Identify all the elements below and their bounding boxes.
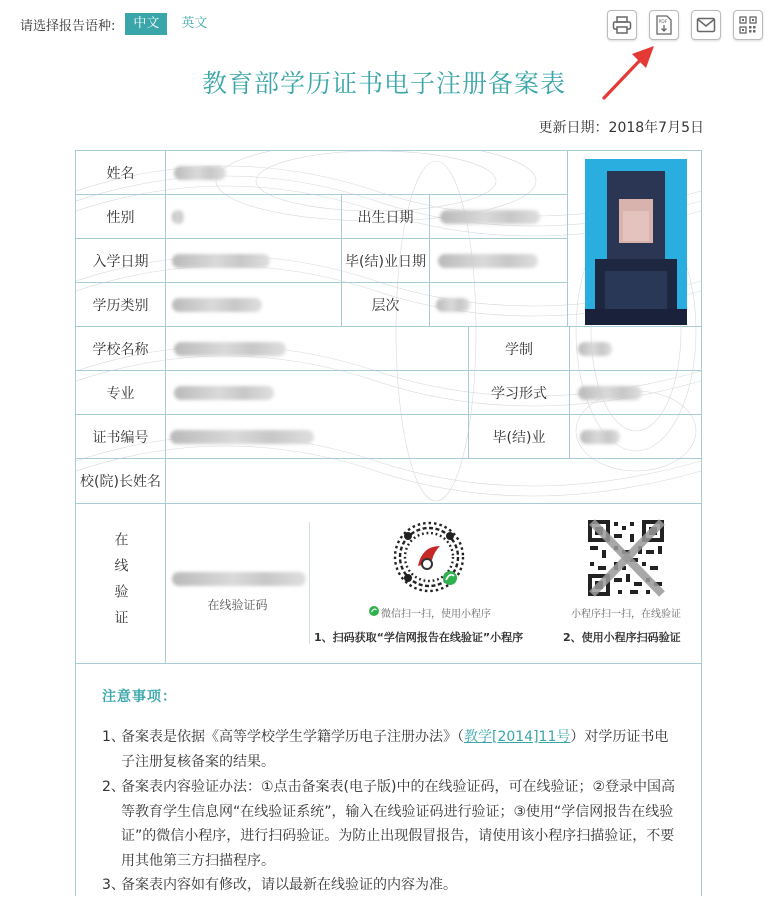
value-duration <box>570 327 701 371</box>
label-duration: 学制 <box>469 327 570 371</box>
verify-label-cell <box>76 504 166 664</box>
label-cert-no: 证书编号 <box>76 415 166 459</box>
language-label: 请选择报告语种: <box>20 18 116 34</box>
pdf-label: PDF <box>658 20 668 25</box>
verify-area <box>166 504 701 664</box>
print-button[interactable] <box>607 10 637 40</box>
verify-step-2: 2、使用小程序扫码验证 <box>563 631 681 644</box>
note-1-number: 1、 <box>102 729 125 745</box>
label-grad-status: 毕(结)业 <box>469 415 570 459</box>
value-cert-no <box>166 415 469 459</box>
label-birth-date: 出生日期 <box>342 195 430 239</box>
value-gender <box>166 195 342 239</box>
lang-english-button[interactable]: 英文 <box>181 16 208 31</box>
pdf-download-icon <box>655 15 673 35</box>
regulation-link[interactable]: 教学[2014]11号 <box>464 729 571 745</box>
label-grad-date: 毕(结)业日期 <box>342 239 430 283</box>
update-date: 更新日期：2018年7月5日 <box>538 120 704 136</box>
mail-icon <box>696 17 716 33</box>
toolbar <box>607 10 768 40</box>
note-2-number: 2、 <box>102 779 125 795</box>
qr-code-crossed <box>586 518 666 598</box>
verify-divider <box>309 522 310 644</box>
label-major: 专业 <box>76 371 166 415</box>
value-grad-status <box>570 415 701 459</box>
note-1-text <box>121 725 682 774</box>
value-school <box>166 327 469 371</box>
mini-program-caption: 小程序扫一扫，在线验证 <box>571 609 681 620</box>
label-president: 校(院)长姓名 <box>76 459 166 504</box>
pdf-download-button[interactable] <box>649 10 679 40</box>
note-3-text: 备案表内容如有修改，请以最新在线验证的内容为准。 <box>121 877 457 893</box>
verify-code[interactable] <box>172 572 306 586</box>
label-school: 学校名称 <box>76 327 166 371</box>
value-name <box>166 151 568 195</box>
verify-code-caption: 在线验证码 <box>207 598 268 612</box>
value-birth-date <box>430 195 568 239</box>
print-icon <box>612 16 632 34</box>
qr-code-button[interactable] <box>733 10 763 40</box>
miniprogram-icon <box>369 606 379 616</box>
student-photo <box>585 159 687 325</box>
label-edu-type: 学历类别 <box>76 283 166 327</box>
label-study-form: 学习形式 <box>469 371 570 415</box>
notes-title: 注意事项： <box>102 689 177 705</box>
value-president <box>166 459 701 504</box>
value-enroll-date <box>166 239 342 283</box>
value-major <box>166 371 469 415</box>
note-1-text-end: ）对学历证书电子注册复核备案的结果。 <box>121 729 669 770</box>
value-level <box>430 283 568 327</box>
verify-step-1: 1、扫码获取“学信网报告在线验证”小程序 <box>314 631 524 644</box>
note-2 <box>102 775 682 873</box>
note-1 <box>102 725 682 774</box>
note-3-number: 3、 <box>102 877 125 893</box>
label-level: 层次 <box>342 283 430 327</box>
value-study-form <box>570 371 701 415</box>
label-enroll-date: 入学日期 <box>76 239 166 283</box>
lang-chinese-button[interactable]: 中文 <box>125 13 167 35</box>
value-grad-date <box>430 239 568 283</box>
value-edu-type <box>166 283 342 327</box>
label-gender: 性别 <box>76 195 166 239</box>
label-name: 姓名 <box>76 151 166 195</box>
qr-code-icon <box>739 16 757 34</box>
record-table <box>75 150 702 896</box>
page-title: 教育部学历证书电子注册备案表 <box>201 69 566 98</box>
wechat-miniprogram-code[interactable] <box>390 518 468 596</box>
note-1-text-start: 备案表是依据《高等学校学生学籍学历电子注册办法》（ <box>121 729 464 745</box>
verify-label: 在线验证 <box>112 531 129 636</box>
mail-button[interactable] <box>691 10 721 40</box>
note-3 <box>102 873 682 898</box>
note-2-text: 备案表内容验证办法：①点击备案表(电子版)中的在线验证码，可在线验证；②登录中国高等教育学生信息网“在线验证系统”，输入在线验证码进行验证；③使用“学信网报告在线验证”的微信小程序，进行扫码验证。为防止出现假冒报告，请使用该小程序扫描验证，不要用其他第三方扫描程序。 <box>121 779 676 869</box>
wechat-caption: 微信扫一扫，使用小程序 <box>381 609 491 620</box>
language-selector <box>20 12 215 36</box>
